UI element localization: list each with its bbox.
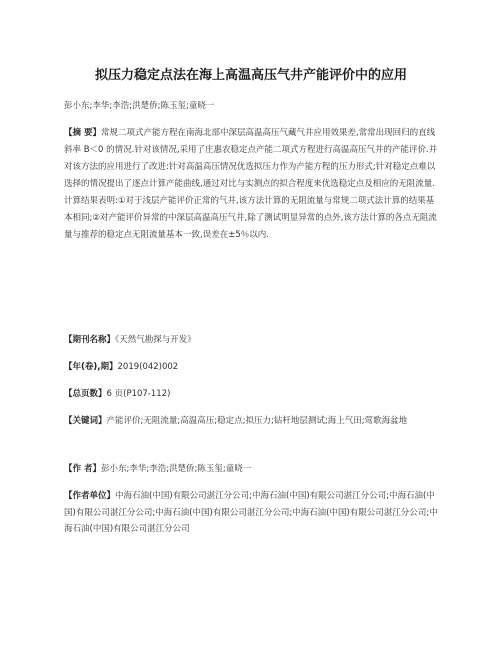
abstract-text: 常规二项式产能方程在南海北部中深层高温高压气藏气井应用效果差,常常出现回归的直线斜率 B＜0 的情况.针对该情况,采用了庄惠农稳定点产能二项式方程进行高温高压气井的产能评价.并对该方法的应用进行了改进:针对高温高压情况优选拟压力作为产能方程的压力形式;针对稳定点难以选择的情况提出了逐点计算产能曲线,通过对比与实测点的拟合程度来优选稳定点及相应的无阻流量.计算结果表明:①对于浅层产能评价正常的气井,该方法计算的无阻流量与常规二项式法计算的结果基本相同;②对产能评价异常的中深层高温高压气井,除了测试明显异常的点外,该方法计算的各点无阻流量与推荐的稳定点无阻流量基本一致,误差在±5％以内.	[64, 128, 438, 240]
field-keywords	[64, 413, 438, 430]
field-label: 【年(卷),期】	[64, 362, 118, 372]
authors-line: 彭小东;李华;李浩;洪楚侨;陈玉玺;童晓一	[64, 101, 215, 111]
field-value: 6 页(P107-112)	[106, 389, 171, 399]
field-pages	[64, 386, 438, 403]
field-label: 【作 者】	[64, 464, 101, 474]
abstract	[64, 125, 438, 244]
field-value: 《天然气勘探与开发》	[115, 335, 196, 345]
field-journal	[64, 332, 438, 349]
field-label: 【期刊名称】	[64, 335, 116, 345]
field-authors	[64, 461, 438, 478]
field-value: 彭小东;李华;李浩;洪楚侨;陈玉玺;童晓一	[100, 464, 252, 474]
field-label: 【作者单位】	[64, 491, 116, 501]
field-value: 中海石油(中国)有限公司湛江分公司;中海石油(中国)有限公司湛江分公司;中海石油(中国)有限公司湛江分公司;中海石油(中国)有限公司湛江分公司;中海石油(中国)有限公司湛江分公司;中海石油(中国)有限公司湛江分公司	[64, 491, 438, 534]
page-title: 拟压力稳定点法在海上高温高压气井产能评价中的应用	[94, 68, 407, 83]
field-year-volume-issue	[64, 359, 438, 376]
field-value: 2019(042)002	[117, 362, 179, 372]
field-label: 【关键词】	[64, 416, 107, 426]
field-label: 【总页数】	[64, 389, 107, 399]
field-affiliations	[64, 488, 438, 538]
abstract-label: 【摘 要】	[64, 128, 101, 138]
field-value: 产能评价;无阻流量;高温高压;稳定点;拟压力;钻杆地层测试;海上气田;莺歌海盆地	[106, 416, 408, 426]
